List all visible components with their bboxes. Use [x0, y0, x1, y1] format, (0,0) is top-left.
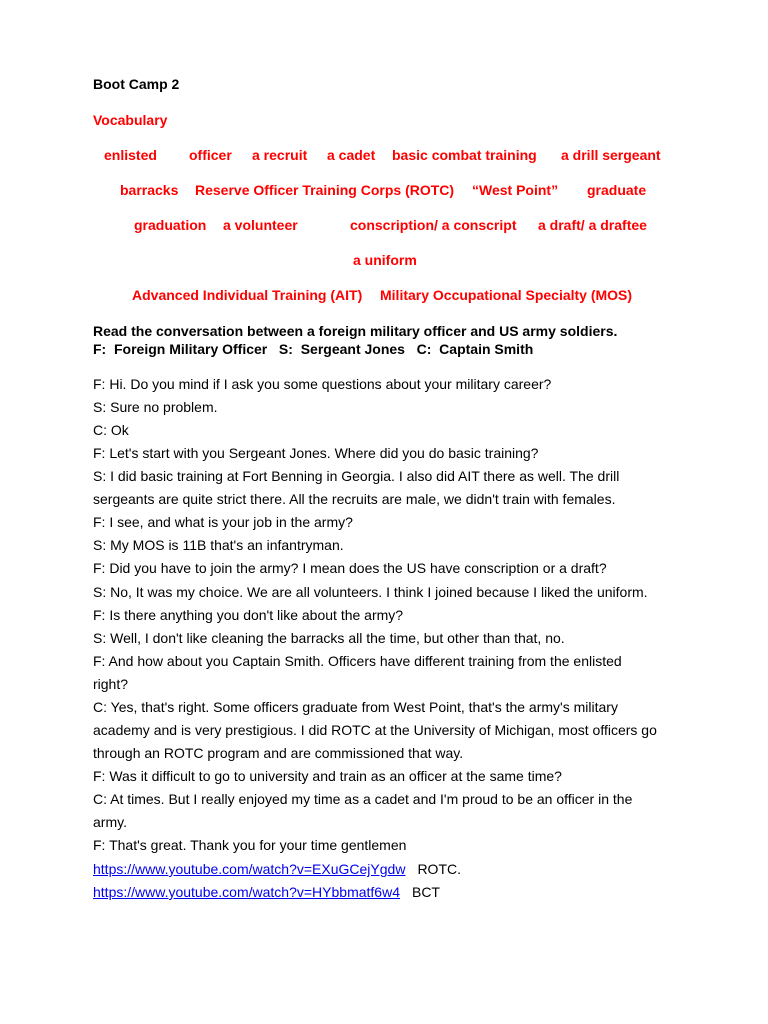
- vocab-word: a volunteer: [223, 217, 298, 233]
- dialogue-line: S: Sure no problem.: [93, 399, 218, 415]
- dialogue-line: sergeants are quite strict there. All the recruits are male, we didn't train with females.: [93, 491, 616, 507]
- speakers-key: F: Foreign Military Officer S: Sergeant Jones C: Captain Smith: [93, 341, 534, 357]
- vocab-row: [0, 217, 768, 235]
- vocab-word: a uniform: [353, 252, 417, 268]
- bct-video-link[interactable]: https://www.youtube.com/watch?v=HYbbmatf6w4: [93, 884, 400, 900]
- dialogue-line: S: My MOS is 11B that's an infantryman.: [93, 537, 344, 553]
- dialogue-line: army.: [93, 814, 127, 830]
- reading-instruction: Read the conversation between a foreign military officer and US army soldiers.: [93, 323, 618, 339]
- dialogue-line: F: Let's start with you Sergeant Jones. Where did you do basic training?: [93, 445, 539, 461]
- vocab-word: graduation: [134, 217, 207, 233]
- rotc-link-row: [93, 861, 461, 877]
- vocab-word: barracks: [120, 182, 179, 198]
- dialogue-line: through an ROTC program and are commissioned that way.: [93, 745, 464, 761]
- dialogue-line: F: Hi. Do you mind if I ask you some questions about your military career?: [93, 376, 552, 392]
- vocab-word: a cadet: [327, 147, 376, 163]
- dialogue-line: F: That's great. Thank you for your time gentlemen: [93, 837, 407, 853]
- rotc-link-label: ROTC.: [417, 861, 461, 877]
- dialogue-line: F: I see, and what is your job in the army?: [93, 514, 353, 530]
- dialogue-line: F: Did you have to join the army? I mean does the US have conscription or a draft?: [93, 560, 607, 576]
- dialogue-line: F: Was it difficult to go to university and train as an officer at the same time?: [93, 768, 562, 784]
- vocab-row: [0, 182, 768, 200]
- dialogue-line: right?: [93, 676, 129, 692]
- rotc-video-link[interactable]: https://www.youtube.com/watch?v=EXuGCejYgdw: [93, 861, 406, 877]
- vocab-word: graduate: [587, 182, 647, 198]
- dialogue-line: S: I did basic training at Fort Benning in Georgia. I also did AIT there as well. The drill: [93, 468, 620, 484]
- dialogue-line: F: Is there anything you don't like about the army?: [93, 607, 404, 623]
- vocab-word: Reserve Officer Training Corps (ROTC): [195, 182, 455, 198]
- vocab-word: officer: [189, 147, 232, 163]
- vocab-word: a draft/ a draftee: [538, 217, 647, 233]
- dialogue-line: academy and is very prestigious. I did ROTC at the University of Michigan, most officers go: [93, 722, 657, 738]
- vocab-word: a drill sergeant: [561, 147, 661, 163]
- vocab-word: basic combat training: [392, 147, 537, 163]
- dialogue-line: F: And how about you Captain Smith. Officers have different training from the enlisted: [93, 653, 622, 669]
- bct-link-label: BCT: [411, 884, 440, 900]
- vocab-row: [0, 287, 768, 305]
- page-title: Boot Camp 2: [93, 76, 180, 92]
- vocab-word: conscription/ a conscript: [350, 217, 517, 233]
- dialogue-line: S: Well, I don't like cleaning the barracks all the time, but other than that, no.: [93, 630, 565, 646]
- vocab-word: Advanced Individual Training (AIT): [132, 287, 363, 303]
- vocab-word: Military Occupational Specialty (MOS): [380, 287, 633, 303]
- vocab-row: [0, 147, 768, 165]
- dialogue-line: C: At times. But I really enjoyed my time as a cadet and I'm proud to be an officer in the: [93, 791, 633, 807]
- dialogue-line: C: Yes, that's right. Some officers graduate from West Point, that's the army's military: [93, 699, 618, 715]
- vocab-word: a recruit: [252, 147, 308, 163]
- dialogue-line: C: Ok: [93, 422, 129, 438]
- vocab-word: enlisted: [104, 147, 157, 163]
- vocabulary-heading: Vocabulary: [93, 112, 168, 128]
- vocab-word: “West Point”: [472, 182, 559, 198]
- bct-link-row: [93, 884, 440, 900]
- dialogue-line: S: No, It was my choice. We are all volunteers. I think I joined because I liked the uniform.: [93, 584, 648, 600]
- vocab-row: [0, 252, 768, 270]
